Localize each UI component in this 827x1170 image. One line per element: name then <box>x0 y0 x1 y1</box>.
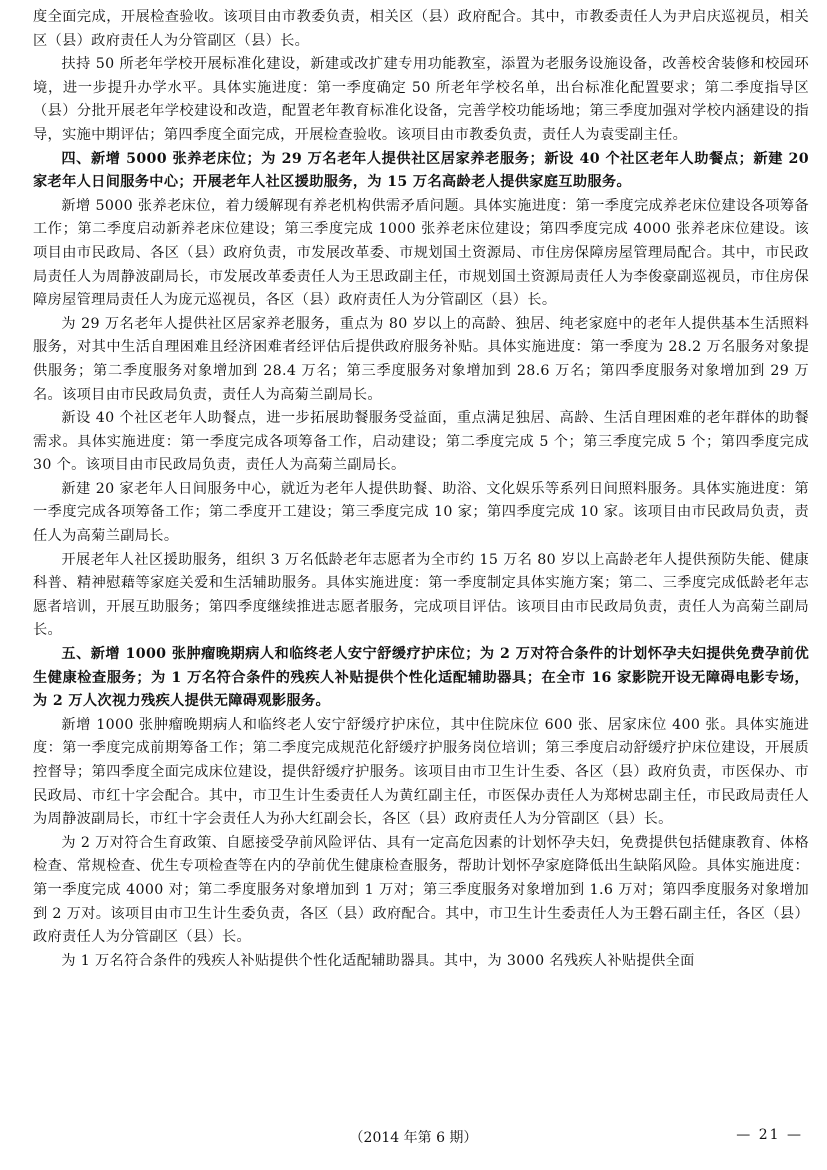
paragraph-8: 开展老年人社区援助服务，组织 3 万名低龄老年志愿者为全市约 15 万名 80 岁以上高龄老年人提供预防失能、健康科普、精神慰藉等家庭关爱和生活辅助服务。具体实施进度：第一季度制定具体实施方案；第二、三季度完成低龄老年志愿者培训，开展互助服务；第四季度继续推进志愿者服务，完成项目评估。该项目由市民政局负责，责任人为高菊兰副局长。 <box>33 551 809 639</box>
paragraph-12: 为 1 万名符合条件的残疾人补贴提供个性化适配辅助器具。其中，为 3000 名残疾人补贴提供全面 <box>61 952 695 969</box>
paragraph-10: 新增 1000 张肿瘤晚期病人和临终老人安宁舒缓疗护床位，其中住院床位 600 张、居家床位 400 张。具体实施进度：第一季度完成前期筹备工作；第二季度完成规范化舒缓疗护服务岗位培训；第三季度启动舒缓疗护床位建设，开展质控督导；第四季度全面完成床位建设，提供舒缓疗护服务。该项目由市卫生计生委、各区（县）政府负责，市医保办、市民政局、市红十字会配合。其中，市卫生计生委责任人为黄红副主任，市医保办责任人为郑树忠副主任，市民政局责任人为周静波副局长，市红十字会责任人为孙大红副会长，各区（县）政府责任人为分管副区（县）长。 <box>33 716 809 828</box>
paragraph-2: 扶持 50 所老年学校开展标准化建设，新建或改扩建专用功能教室，添置为老服务设施设备，改善校舍装修和校园环境，进一步提升办学水平。具体实施进度：第一季度确定 50 所老年学校名单，出台标准化配置要求；第二季度指导区（县）分批开展老年学校建设和改造，配置老年教育标准化设备，完善学校功能场地；第三季度加强对学校内涵建设的指导，实施中期评估；第四季度全面完成，开展检查验收。该项目由市教委负责，责任人为袁雯副主任。 <box>33 56 809 143</box>
paragraph-6: 新设 40 个社区老年人助餐点，进一步拓展助餐服务受益面，重点满足独居、高龄、生活自理困难的老年群体的助餐需求。具体实施进度：第一季度完成各项筹备工作，启动建设；第二季度完成 5 个；第三季度完成 5 个；第四季度完成 30 个。该项目由市民政局负责，责任人为高菊兰副局长。 <box>33 410 809 474</box>
section-heading-4: 四、新增 5000 张养老床位；为 29 万名老年人提供社区居家养老服务；新设 40 个社区老年人助餐点；新建 20 家老年人日间服务中心；开展老年人社区援助服务，为 15 万名高龄老人提供家庭互助服务。 <box>33 150 809 191</box>
paragraph-7: 新建 20 家老年人日间服务中心，就近为老年人提供助餐、助浴、文化娱乐等系列日间照料服务。具体实施进度：第一季度完成各项筹备工作；第二季度开工建设；第三季度完成 10 家；第四季度完成 10 家。该项目由市民政局负责，责任人为高菊兰副局长。 <box>33 480 809 545</box>
paragraph-4: 新增 5000 张养老床位，着力缓解现有养老机构供需矛盾问题。具体实施进度：第一季度完成养老床位建设各项筹备工作；第二季度启动新养老床位建设；第三季度完成 1000 张养老床位建设；第四季度完成 4000 张养老床位建设。该项目由市民政局、各区（县）政府负责，市发展改革委、市规划国土资源局、市住房保障房屋管理局配合。其中，市民政局责任人为周静波副局长，市发展改革委责任人为王思政副主任，市规划国土资源局责任人为李俊豪副巡视员，市住房保障房屋管理局责任人为庞元巡视员，各区（县）政府责任人为分管副区（县）长。 <box>33 197 809 309</box>
issue-label: （2014 年第 6 期） <box>349 1130 478 1146</box>
paragraph-11: 为 2 万对符合生育政策、自愿接受孕前风险评估、具有一定高危因素的计划怀孕夫妇，免费提供包括健康教育、体格检查、常规检查、优生专项检查等在内的孕前优生健康检查服务，帮助计划怀孕家庭降低出生缺陷风险。具体实施进度：第一季度完成 4000 对；第二季度服务对象增加到 1 万对；第三季度服务对象增加到 1.6 万对；第四季度服务对象增加到 2 万对。该项目由市卫生计生委负责，各区（县）政府配合。其中，市卫生计生委责任人为王磐石副主任，各区（县）政府责任人为分管副区（县）长。 <box>33 834 809 946</box>
page-footer <box>0 1127 827 1151</box>
paragraph-1: 度全面完成，开展检查验收。该项目由市教委负责，相关区（县）政府配合。其中，市教委责任人为尹启庆巡视员，相关区（县）政府责任人为分管副区（县）长。 <box>33 9 809 49</box>
paragraph-5: 为 29 万名老年人提供社区居家养老服务，重点为 80 岁以上的高龄、独居、纯老家庭中的老年人提供基本生活照料服务，对其中生活自理困难且经济困难者经评估后提供政府服务补贴。具体实施进度：第一季度为 28.2 万名服务对象提供服务；第二季度服务对象增加到 28.4 万名；第三季度服务对象增加到 28.6 万名；第四季度服务对象增加到 29 万名。该项目由市民政局负责，责任人为高菊兰副局长。 <box>33 315 809 403</box>
document-body <box>33 6 809 973</box>
page-number: — 21 — <box>736 1127 803 1143</box>
section-heading-5: 五、新增 1000 张肿瘤晚期病人和临终老人安宁舒缓疗护床位；为 2 万对符合条件的计划怀孕夫妇提供免费孕前优生健康检查服务；为 1 万名符合条件的残疾人补贴提供个性化适配辅助器具；在全市 16 家影院开设无障碍电影专场，为 2 万人次视力残疾人提供无障碍观影服务。 <box>33 646 809 710</box>
